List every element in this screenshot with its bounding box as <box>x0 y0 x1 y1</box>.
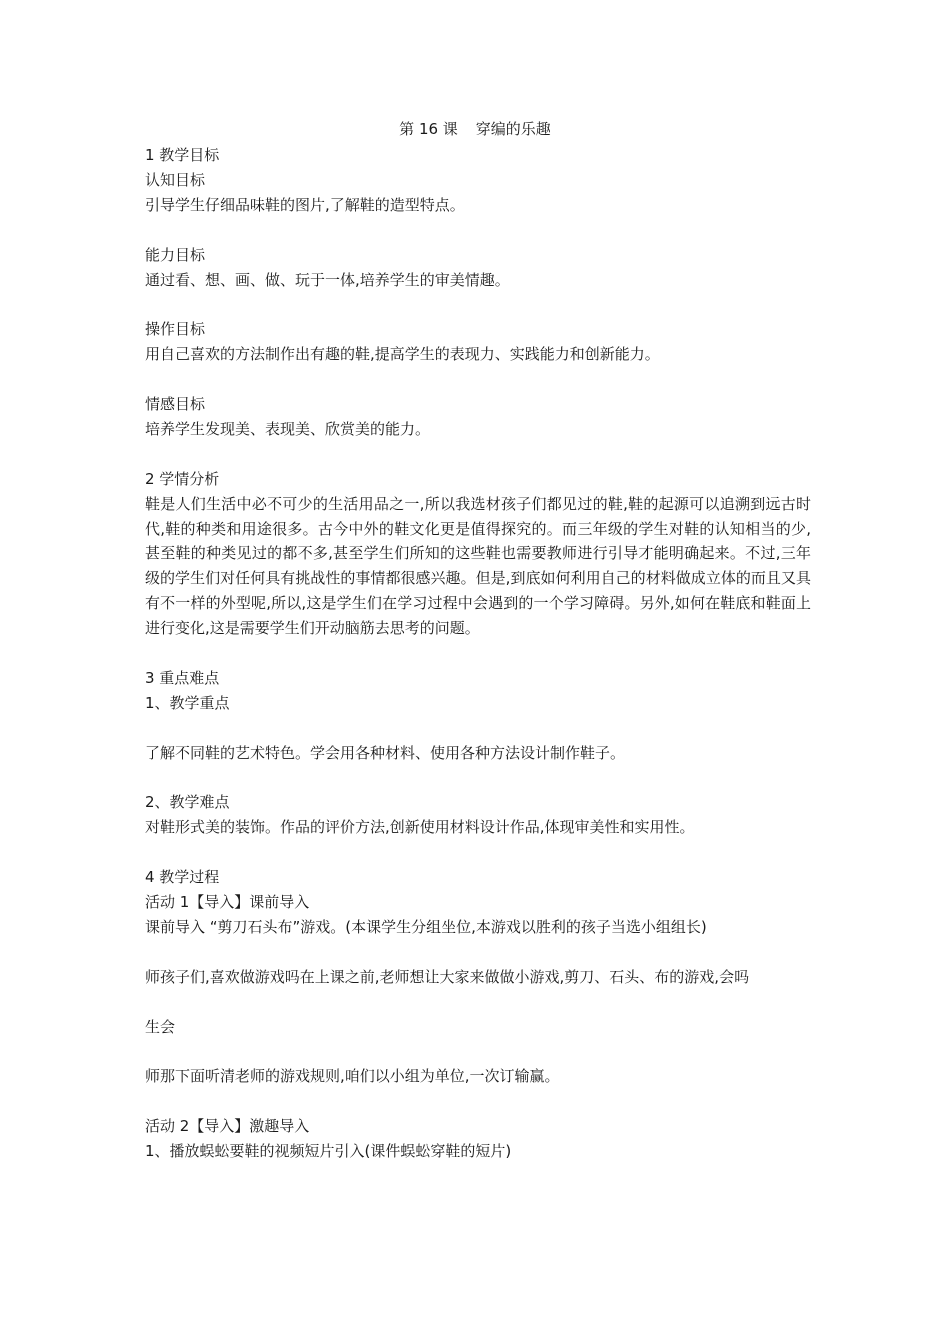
subheading-key: 1、教学重点 <box>145 693 230 712</box>
subheading-operation: 操作目标 <box>145 320 206 339</box>
section-heading-process: 4 教学过程 <box>145 868 220 887</box>
text-operation: 用自己喜欢的方法制作出有趣的鞋,提高学生的表现力、实践能力和创新能力。 <box>145 345 660 364</box>
text-analysis: 鞋是人们生活中必不可少的生活用品之一,所以我选材孩子们都见过的鞋,鞋的起源可以追溯到远古时代,鞋的种类和用途很多。古今中外的鞋文化更是值得探究的。而三年级的学生对鞋的认知相当的少,甚至鞋的种类见过的都不多,甚至学生们所知的这些鞋也需要教师进行引导才能明确起来。不过,三年级的学生们对任何具有挑战性的事情都很感兴趣。但是,到底如何利用自己的材料做成立体的而且又具有不一样的外型呢,所以,这是学生们在学习过程中会遇到的一个学习障碍。另外,如何在鞋底和鞋面上进行变化,这是需要学生们开动脑筋去思考的问题。 <box>145 494 811 638</box>
text-emotion: 培养学生发现美、表现美、欣赏美的能力。 <box>145 419 431 438</box>
activity-1-heading: 活动 1【导入】课前导入 <box>145 893 310 912</box>
section-heading-key-points: 3 重点难点 <box>145 668 220 687</box>
student-line-1: 生会 <box>145 1017 176 1036</box>
activity-1-intro: 课前导入 “剪刀石头布”游戏。(本课学生分组坐位,本游戏以胜利的孩子当选小组组长) <box>145 917 707 936</box>
lesson-title <box>0 118 950 140</box>
text-ability: 通过看、想、画、做、玩于一体,培养学生的审美情趣。 <box>145 270 510 289</box>
subheading-ability: 能力目标 <box>145 245 206 264</box>
text-difficulty: 对鞋形式美的装饰。作品的评价方法,创新使用材料设计作品,体现审美性和实用性。 <box>145 818 695 837</box>
subheading-cognitive: 认知目标 <box>145 170 206 189</box>
text-key: 了解不同鞋的艺术特色。学会用各种材料、使用各种方法设计制作鞋子。 <box>145 743 626 762</box>
lesson-number: 第 16 课 <box>399 120 458 138</box>
section-heading-objectives: 1 教学目标 <box>145 146 220 164</box>
document-body <box>145 143 811 1164</box>
section-heading-analysis: 2 学情分析 <box>145 469 220 488</box>
activity-2-line: 1、播放蜈蚣要鞋的视频短片引入(课件蜈蚣穿鞋的短片) <box>145 1142 512 1161</box>
activity-2-heading: 活动 2【导入】激趣导入 <box>145 1117 310 1136</box>
subheading-emotion: 情感目标 <box>145 395 206 414</box>
teacher-line-2: 师那下面听清老师的游戏规则,咱们以小组为单位,一次订输赢。 <box>145 1067 560 1086</box>
lesson-name: 穿编的乐趣 <box>475 120 551 138</box>
subheading-difficulty: 2、教学难点 <box>145 793 230 812</box>
text-cognitive: 引导学生仔细品味鞋的图片,了解鞋的造型特点。 <box>145 195 465 214</box>
teacher-line-1: 师孩子们,喜欢做游戏吗在上课之前,老师想让大家来做做小游戏,剪刀、石头、布的游戏,会吗 <box>145 967 750 986</box>
